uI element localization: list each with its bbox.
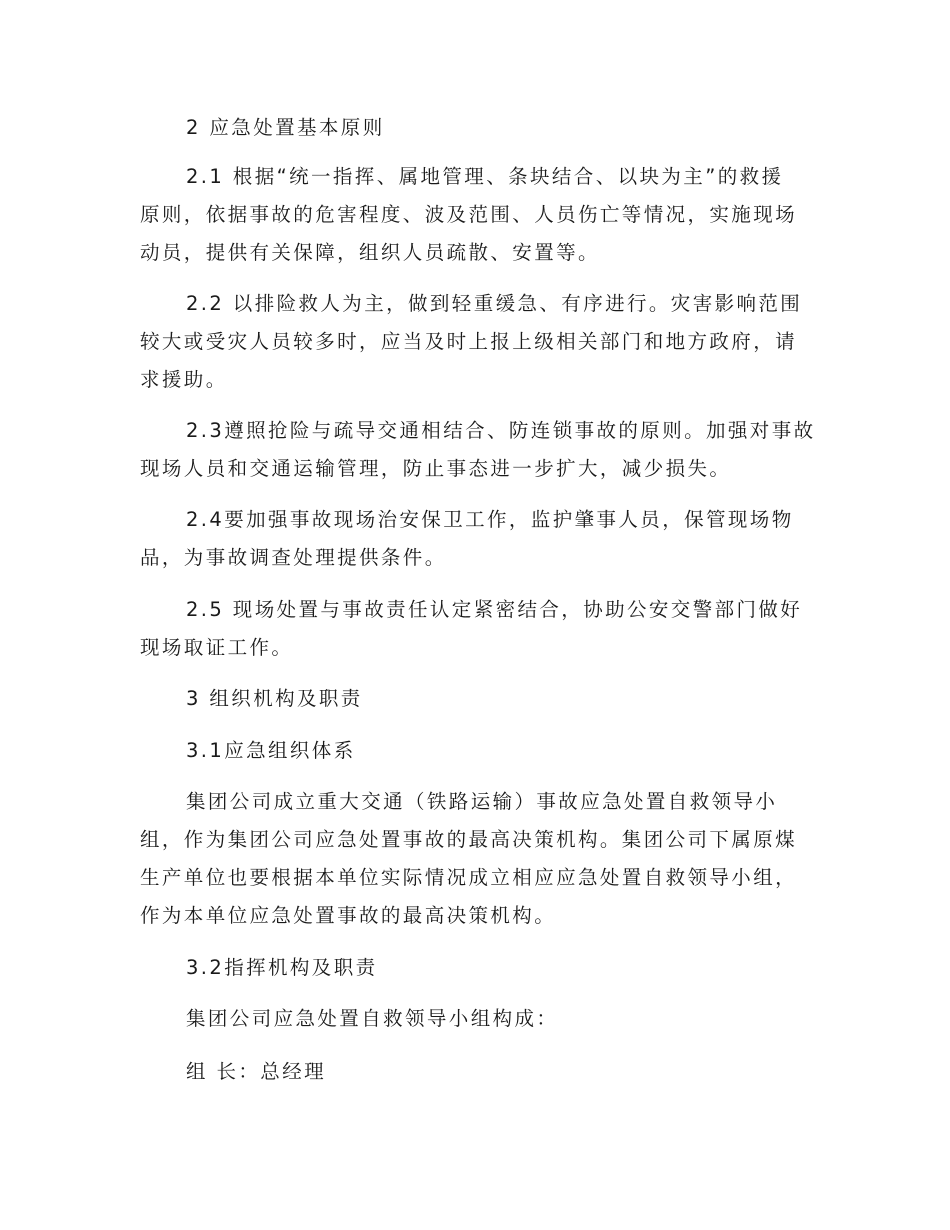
paragraph-p2-2-line-2: 较大或受灾人员较多时，应当及时上报上级相关部门和地方政府，请 [140, 330, 798, 353]
paragraph-p3-1-line-1: 集团公司成立重大交通（铁路运输）事故应急处置自救领导小 [186, 790, 778, 813]
paragraph-p2-2-line-1: 2.2 以排险救人为主，做到轻重缓急、有序进行。灾害影响范围 [186, 292, 803, 315]
paragraph-p2-4-line-2: 品，为事故调查处理提供条件。 [140, 546, 447, 569]
paragraph-h2-line-1: 2 应急处置基本原则 [186, 116, 385, 139]
paragraph-p2-4-line-1: 2.4要加强事故现场治安保卫工作，监护肇事人员，保管现场物 [186, 508, 794, 531]
paragraph-p2-1-line-1: 2.1 根据“统一指挥、属地管理、条块结合、以块为主”的救援 [186, 165, 784, 188]
paragraph-p2-3-line-1: 2.3遵照抢险与疏导交通相结合、防连锁事故的原则。加强对事故 [186, 419, 816, 442]
paragraph-p3-1-line-3: 生产单位也要根据本单位实际情况成立相应应急处置自救领导小组， [140, 866, 798, 889]
paragraph-h3-line-1: 3 组织机构及职责 [186, 687, 363, 710]
paragraph-p3-1-line-4: 作为本单位应急处置事故的最高决策机构。 [140, 904, 557, 927]
paragraph-p3-2-line-1: 集团公司应急处置自救领导小组构成： [186, 1007, 559, 1030]
paragraph-h3-2-line-1: 3.2指挥机构及职责 [186, 956, 378, 979]
paragraph-p-leader-line-1: 组 长：总经理 [186, 1060, 326, 1083]
paragraph-p2-1-line-2: 原则，依据事故的危害程度、波及范围、人员伤亡等情况，实施现场 [140, 203, 798, 226]
paragraph-p2-2-line-3: 求援助。 [140, 368, 228, 391]
paragraph-p2-3-line-2: 现场人员和交通运输管理，防止事态进一步扩大，减少损失。 [140, 457, 732, 480]
paragraph-h3-1-line-1: 3.1应急组织体系 [186, 739, 356, 762]
paragraph-p3-1-line-2: 组，作为集团公司应急处置事故的最高决策机构。集团公司下属原煤 [140, 828, 798, 851]
paragraph-p2-5-line-1: 2.5 现场处置与事故责任认定紧密结合，协助公安交警部门做好 [186, 598, 803, 621]
paragraph-p2-1-line-3: 动员，提供有关保障，组织人员疏散、安置等。 [140, 241, 600, 264]
paragraph-p2-5-line-2: 现场取证工作。 [140, 636, 294, 659]
